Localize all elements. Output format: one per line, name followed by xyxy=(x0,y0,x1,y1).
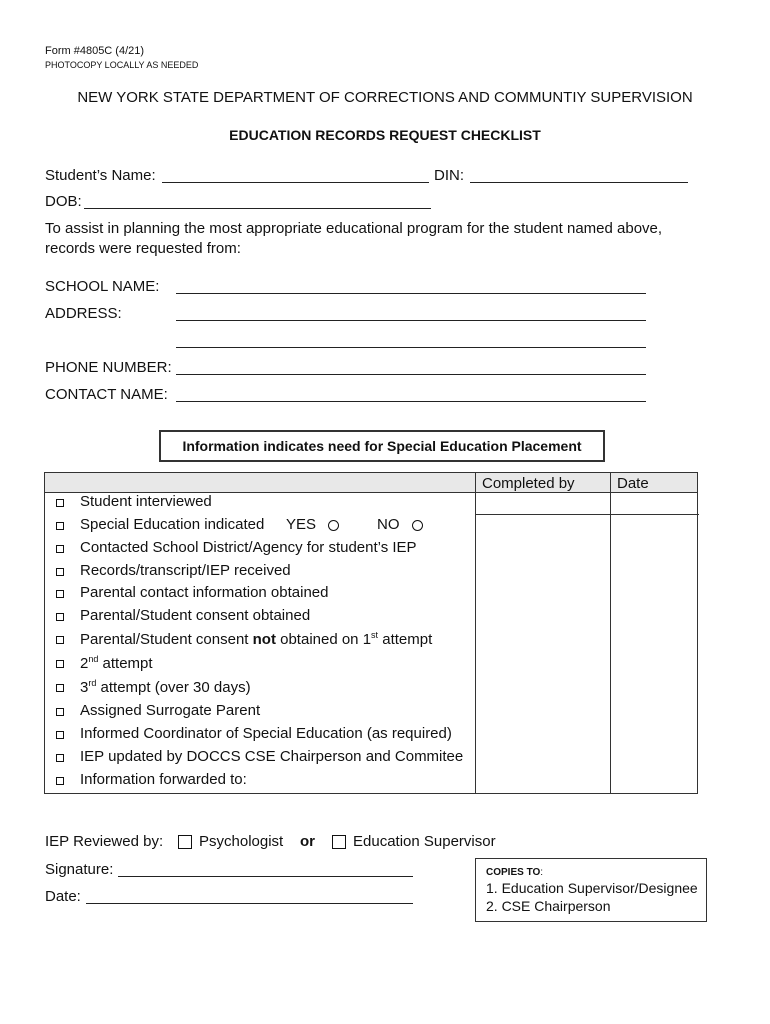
date-field[interactable] xyxy=(86,903,413,904)
dob-field[interactable] xyxy=(84,208,431,209)
din-label: DIN: xyxy=(434,167,464,184)
school-name-field[interactable] xyxy=(176,293,646,294)
checklist-item-label: Parental/Student consent not obtained on 1st attempt xyxy=(80,630,433,648)
column-divider xyxy=(610,473,611,793)
copies-item: 1. Education Supervisor/Designee xyxy=(486,880,698,896)
special-ed-box: Information indicates need for Special Education Placement xyxy=(159,430,605,462)
checkbox[interactable] xyxy=(56,754,64,762)
yes-label: YES xyxy=(286,516,317,533)
checklist-item-label: Records/transcript/IEP received xyxy=(80,562,291,579)
checkbox[interactable] xyxy=(56,613,64,621)
checkbox[interactable] xyxy=(56,522,64,530)
iep-reviewed-label: IEP Reviewed by: xyxy=(45,833,164,850)
phone-field[interactable] xyxy=(176,374,646,375)
no-radio[interactable] xyxy=(412,520,423,531)
copies-item: 2. CSE Chairperson xyxy=(486,898,611,914)
checklist-item-label: Assigned Surrogate Parent xyxy=(80,702,261,719)
dob-label: DOB: xyxy=(45,193,82,210)
student-name-label: Student’s Name: xyxy=(45,167,156,184)
checkbox[interactable] xyxy=(56,636,64,644)
checklist-item-label: Student interviewed xyxy=(80,493,212,510)
department-title: NEW YORK STATE DEPARTMENT OF CORRECTIONS AND COMMUNTIY SUPERVISION xyxy=(77,89,693,106)
or-label: or xyxy=(300,833,315,850)
address-label: ADDRESS: xyxy=(45,305,122,322)
copies-box xyxy=(475,858,707,922)
din-field[interactable] xyxy=(470,182,688,183)
column-divider xyxy=(475,473,476,793)
completed-by-header: Completed by xyxy=(482,475,575,492)
checkbox[interactable] xyxy=(56,499,64,507)
checklist-item-label: Informed Coordinator of Special Education (as required) xyxy=(80,725,452,742)
address-field-line-1[interactable] xyxy=(176,320,646,321)
checklist-table xyxy=(44,472,698,794)
student-name-field[interactable] xyxy=(162,182,429,183)
intro-text: To assist in planning the most appropriate educational program for the student named above, records were requested from: xyxy=(45,220,663,257)
checkbox[interactable] xyxy=(56,777,64,785)
table-header-bar xyxy=(45,473,697,493)
checkbox[interactable] xyxy=(56,590,64,598)
checklist-item-label: Contacted School District/Agency for student’s IEP xyxy=(80,539,417,556)
checkbox[interactable] xyxy=(56,545,64,553)
checklist-item-label: 3rd attempt (over 30 days) xyxy=(80,678,251,696)
checklist-item-label: Information forwarded to: xyxy=(80,771,247,788)
cell-divider xyxy=(475,514,699,515)
checklist-item-label: Parental/Student consent obtained xyxy=(80,607,311,624)
education-supervisor-checkbox[interactable] xyxy=(332,835,346,849)
psychologist-checkbox[interactable] xyxy=(178,835,192,849)
date-header: Date xyxy=(617,475,649,492)
address-field-line-2[interactable] xyxy=(176,347,646,348)
checklist-item-label: Special Education indicated xyxy=(80,516,265,533)
school-name-label: SCHOOL NAME: xyxy=(45,278,160,295)
checkbox[interactable] xyxy=(56,731,64,739)
photocopy-note: PHOTOCOPY LOCALLY AS NEEDED xyxy=(45,60,199,70)
checkbox[interactable] xyxy=(56,568,64,576)
checkbox[interactable] xyxy=(56,684,64,692)
yes-radio[interactable] xyxy=(328,520,339,531)
checklist-item-label: IEP updated by DOCCS CSE Chairperson and Commitee xyxy=(80,748,464,765)
form-number: Form #4805C (4/21) xyxy=(45,45,145,57)
checklist-item-label: Parental contact information obtained xyxy=(80,584,329,601)
no-label: NO xyxy=(377,516,400,533)
date-label: Date: xyxy=(45,888,81,905)
page-title: EDUCATION RECORDS REQUEST CHECKLIST xyxy=(229,127,541,143)
checklist-item-label: 2nd attempt xyxy=(80,654,153,672)
checkbox[interactable] xyxy=(56,660,64,668)
copies-heading: COPIES TO: xyxy=(486,867,544,878)
signature-field[interactable] xyxy=(118,876,413,877)
education-supervisor-label: Education Supervisor xyxy=(353,833,496,850)
checkbox[interactable] xyxy=(56,708,64,716)
signature-label: Signature: xyxy=(45,861,114,878)
contact-label: CONTACT NAME: xyxy=(45,386,168,403)
phone-label: PHONE NUMBER: xyxy=(45,359,172,376)
psychologist-label: Psychologist xyxy=(199,833,284,850)
contact-field[interactable] xyxy=(176,401,646,402)
